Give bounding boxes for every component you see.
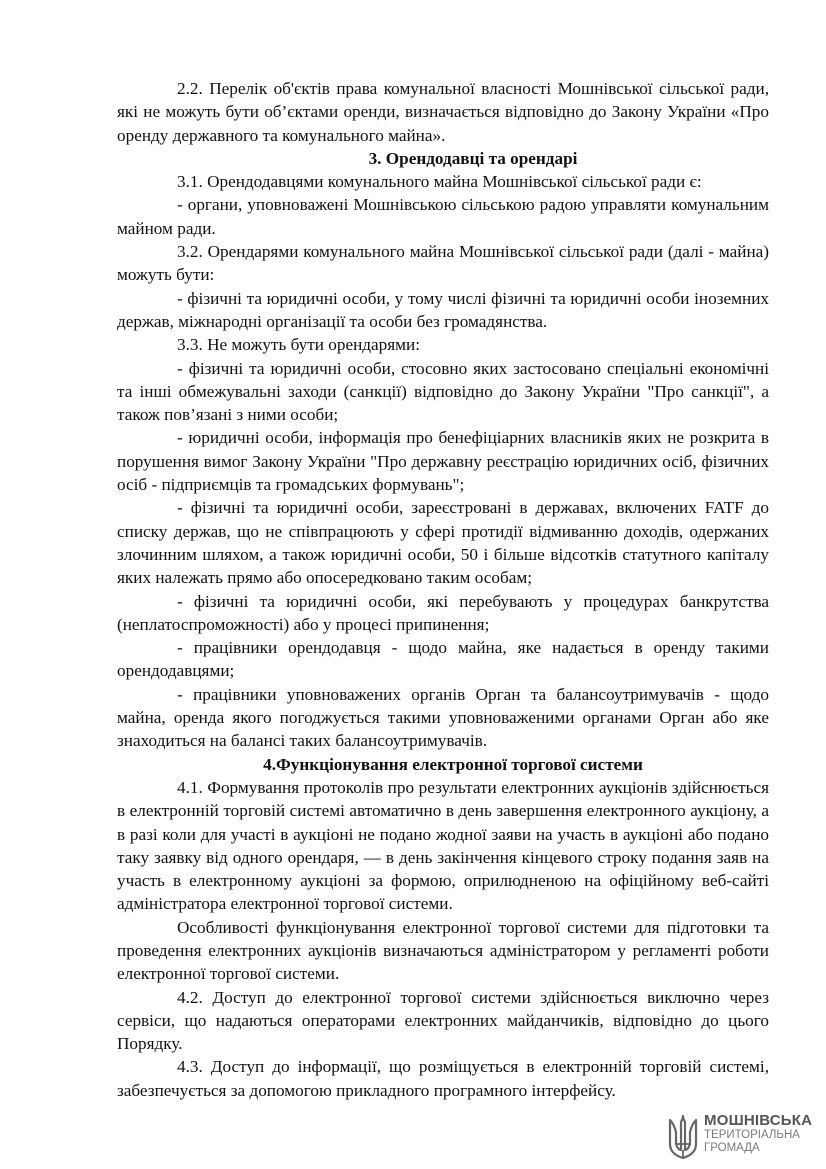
paragraph-3-3-item-6: - працівники уповноважених органів Орган та балансоутримувачів - щодо майна, оренда якого погоджується такими уповноваженими органами Орган або яке знаходиться на балансі таких балансоутримувачів. bbox=[117, 684, 769, 751]
paragraph-3-3-item-1: - фізичні та юридичні особи, стосовно яких застосовано спеціальні економічні та інші обмежувальні заходи (санкції) відповідно до Закону України "Про санкції", а також пов’язані з ними особи; bbox=[117, 358, 769, 425]
logo-title: МОШНІВСЬКА bbox=[704, 1112, 813, 1129]
paragraph-3-1: 3.1. Орендодавцями комунального майна Мошнівської сільської ради є: bbox=[177, 172, 702, 192]
paragraph-3-2-item: - фізичні та юридичні особи, у тому числі фізичні та юридичні особи іноземних держав, міжнародні організації та особи без громадянства. bbox=[117, 288, 769, 331]
paragraph-3-3-item-2: - юридичні особи, інформація про бенефіціарних власників яких не розкрита в порушення вимог Закону України "Про державну реєстрацію юридичних осіб, фізичних осіб - підприємців та громадських формувань"; bbox=[117, 428, 769, 495]
section-3-heading: 3. Орендодавці та орендарі bbox=[368, 148, 578, 168]
logo-subtitle-2: ГРОМАДА bbox=[704, 1142, 760, 1154]
paragraph-3-2: 3.2. Орендарями комунального майна Мошнівської сільської ради (далі - майна) можуть бути: bbox=[117, 242, 769, 285]
logo-subtitle-1: ТЕРИТОРІАЛЬНА bbox=[704, 1129, 800, 1141]
paragraph-3-3-item-5: - працівники орендодавця - щодо майна, яке надається в оренду такими орендодавцями; bbox=[117, 638, 769, 681]
paragraph-4-2: 4.2. Доступ до електронної торгової системи здійснюється виключно через сервіси, що надаються операторами електронних майданчиків, відповідно до цього Порядку. bbox=[117, 987, 769, 1054]
paragraph-4-3: 4.3. Доступ до інформації, що розміщується в електронній торговій системі, забезпечується за допомогою прикладного програмного інтерфейсу. bbox=[117, 1057, 769, 1100]
document-body bbox=[117, 77, 769, 1102]
paragraph-3-3: 3.3. Не можуть бути орендарями: bbox=[177, 335, 420, 355]
section-4-heading: 4.Функціонування електронної торгової системи bbox=[263, 754, 643, 774]
trident-icon bbox=[666, 1114, 700, 1160]
paragraph-3-3-item-3: - фізичні та юридичні особи, зареєстровані в державах, включених FATF до списку держав, що не співпрацюють у сфері протидії відмиванню доходів, одержаних злочинним шляхом, а також юридичні особи, 50 і більше відсотків статутного капіталу яких належать прямо або опосередковано таким особам; bbox=[117, 498, 769, 588]
paragraph-3-3-item-4: - фізичні та юридичні особи, які перебувають у процедурах банкрутства (неплатоспроможності) або у процесі припинення; bbox=[117, 591, 769, 634]
paragraph-4-1: 4.1. Формування протоколів про результати електронних аукціонів здійснюється в електронній торговій системі автоматично в день завершення електронного аукціону, а в разі коли для участі в аукціоні не подано жодної заяви на участь в аукціоні або подано таку заявку від одного орендаря, — в день закінчення кінцевого строку подання заяв на участь в електронному аукціоні за формою, оприлюдненою на офіційному веб-сайті адміністратора електронної торгової системи. bbox=[117, 777, 769, 914]
paragraph-3-1-item: - органи, уповноважені Мошнівською сільською радою управляти комунальним майном ради. bbox=[117, 195, 769, 238]
paragraph-4-1-features: Особливості функціонування електронної торгової системи для підготовки та проведення електронних аукціонів визначаються адміністратором у регламенті роботи електронної торгової системи. bbox=[117, 917, 769, 984]
paragraph-2-2: 2.2. Перелік об'єктів права комунальної власності Мошнівської сільської ради, які не можуть бути об’єктами оренди, визначається відповідно до Закону України «Про оренду державного та комунального майна». bbox=[117, 79, 769, 145]
community-logo bbox=[666, 1112, 816, 1162]
